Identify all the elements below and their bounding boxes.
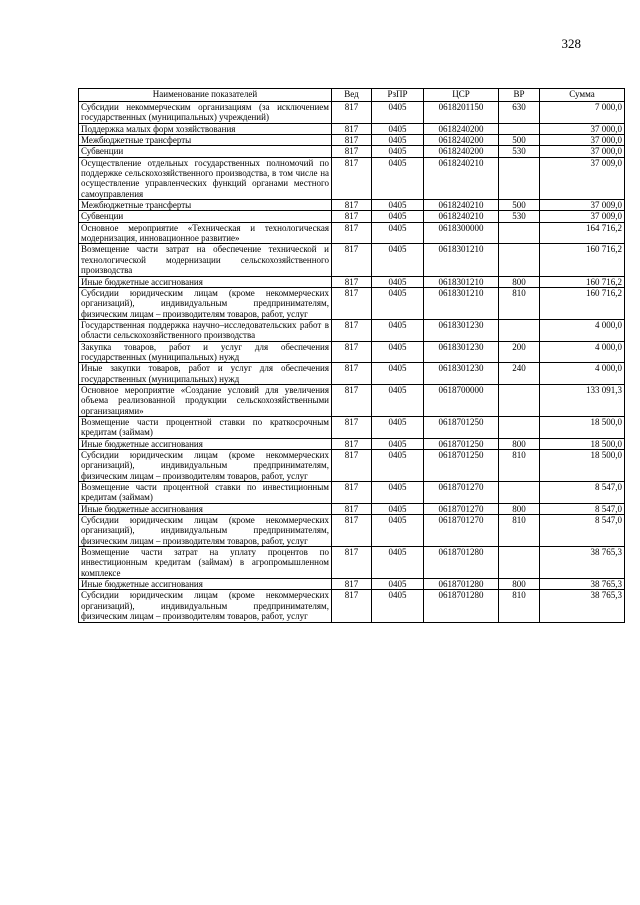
cell-sum: 38 765,3 — [540, 579, 625, 590]
cell-name: Межбюджетные трансферты — [79, 200, 332, 211]
cell-sum: 18 500,0 — [540, 438, 625, 449]
cell-vr: 530 — [499, 146, 540, 157]
header-vr: ВР — [499, 89, 540, 102]
cell-rzpr: 0405 — [372, 222, 424, 244]
cell-vr — [499, 384, 540, 416]
cell-ved: 817 — [332, 276, 372, 287]
cell-csr: 0618701250 — [424, 450, 499, 482]
cell-sum: 18 500,0 — [540, 450, 625, 482]
cell-csr: 0618240210 — [424, 157, 499, 199]
cell-sum: 7 000,0 — [540, 102, 625, 124]
cell-csr: 0618301230 — [424, 319, 499, 341]
cell-ved: 817 — [332, 157, 372, 199]
cell-name: Осуществление отдельных государственных полномочий по поддержке сельскохозяйственного производства, в том числе на осуществление управленческих функций органами местного самоуправления — [79, 157, 332, 199]
cell-vr — [499, 123, 540, 134]
cell-vr: 800 — [499, 579, 540, 590]
cell-ved: 817 — [332, 222, 372, 244]
table-row — [79, 450, 625, 482]
table-row — [79, 135, 625, 146]
cell-ved: 817 — [332, 438, 372, 449]
cell-name: Возмещение части процентной ставки по инвестиционным кредитам (займам) — [79, 482, 332, 504]
table-row — [79, 222, 625, 244]
cell-rzpr: 0405 — [372, 102, 424, 124]
cell-vr: 810 — [499, 450, 540, 482]
cell-name: Основное мероприятие «Создание условий для увеличения объема реализованной продукции сельскохозяйственными организациями» — [79, 384, 332, 416]
cell-sum: 37 009,0 — [540, 211, 625, 222]
cell-vr — [499, 482, 540, 504]
header-name: Наименование показателей — [79, 89, 332, 102]
cell-sum: 4 000,0 — [540, 341, 625, 363]
cell-ved: 817 — [332, 211, 372, 222]
cell-rzpr: 0405 — [372, 515, 424, 547]
cell-rzpr: 0405 — [372, 438, 424, 449]
cell-ved: 817 — [332, 503, 372, 514]
table-header-row — [79, 89, 625, 102]
cell-sum: 37 009,0 — [540, 157, 625, 199]
table-row — [79, 123, 625, 134]
cell-rzpr: 0405 — [372, 287, 424, 319]
cell-sum: 37 000,0 — [540, 123, 625, 134]
cell-vr: 800 — [499, 276, 540, 287]
table-row — [79, 384, 625, 416]
cell-rzpr: 0405 — [372, 211, 424, 222]
cell-vr — [499, 547, 540, 579]
table-row — [79, 503, 625, 514]
cell-ved: 817 — [332, 590, 372, 622]
cell-name: Иные закупки товаров, работ и услуг для обеспечения государственных (муниципальных) нужд — [79, 363, 332, 385]
cell-sum: 37 000,0 — [540, 146, 625, 157]
cell-ved: 817 — [332, 416, 372, 438]
cell-csr: 0618701280 — [424, 579, 499, 590]
cell-name: Субсидии юридическим лицам (кроме некоммерческих организаций), индивидуальным предпринимателям, физическим лицам – производителям товаров, работ, услуг — [79, 287, 332, 319]
table-row — [79, 438, 625, 449]
cell-sum: 8 547,0 — [540, 503, 625, 514]
header-sum: Сумма — [540, 89, 625, 102]
cell-name: Межбюджетные трансферты — [79, 135, 332, 146]
cell-sum: 8 547,0 — [540, 482, 625, 504]
cell-vr: 630 — [499, 102, 540, 124]
cell-csr: 0618701280 — [424, 590, 499, 622]
cell-csr: 0618240200 — [424, 135, 499, 146]
cell-vr: 200 — [499, 341, 540, 363]
table-row — [79, 287, 625, 319]
cell-rzpr: 0405 — [372, 244, 424, 276]
cell-sum: 37 009,0 — [540, 200, 625, 211]
cell-csr: 0618301230 — [424, 363, 499, 385]
budget-table — [78, 88, 625, 623]
cell-name: Субсидии юридическим лицам (кроме некоммерческих организаций), индивидуальным предпринимателям, физическим лицам – производителям товаров, работ, услуг — [79, 515, 332, 547]
cell-ved: 817 — [332, 200, 372, 211]
cell-rzpr: 0405 — [372, 123, 424, 134]
cell-vr: 800 — [499, 503, 540, 514]
header-ved: Вед — [332, 89, 372, 102]
cell-vr: 800 — [499, 438, 540, 449]
cell-rzpr: 0405 — [372, 200, 424, 211]
cell-ved: 817 — [332, 363, 372, 385]
cell-sum: 38 765,3 — [540, 547, 625, 579]
cell-rzpr: 0405 — [372, 579, 424, 590]
cell-vr — [499, 319, 540, 341]
cell-vr: 810 — [499, 515, 540, 547]
cell-ved: 817 — [332, 123, 372, 134]
cell-sum: 160 716,2 — [540, 244, 625, 276]
cell-vr — [499, 222, 540, 244]
cell-vr — [499, 244, 540, 276]
cell-rzpr: 0405 — [372, 319, 424, 341]
header-rzpr: РзПР — [372, 89, 424, 102]
cell-rzpr: 0405 — [372, 450, 424, 482]
cell-rzpr: 0405 — [372, 341, 424, 363]
cell-csr: 0618701270 — [424, 482, 499, 504]
table-row — [79, 416, 625, 438]
cell-sum: 8 547,0 — [540, 515, 625, 547]
cell-sum: 160 716,2 — [540, 287, 625, 319]
header-csr: ЦСР — [424, 89, 499, 102]
cell-name: Иные бюджетные ассигнования — [79, 276, 332, 287]
cell-sum: 4 000,0 — [540, 363, 625, 385]
cell-vr — [499, 157, 540, 199]
cell-vr: 500 — [499, 200, 540, 211]
cell-ved: 817 — [332, 579, 372, 590]
cell-name: Иные бюджетные ассигнования — [79, 503, 332, 514]
cell-sum: 37 000,0 — [540, 135, 625, 146]
page-number: 328 — [561, 36, 581, 51]
cell-csr: 0618301210 — [424, 276, 499, 287]
cell-sum: 160 716,2 — [540, 276, 625, 287]
cell-csr: 0618701250 — [424, 438, 499, 449]
cell-ved: 817 — [332, 384, 372, 416]
cell-sum: 4 000,0 — [540, 319, 625, 341]
cell-csr: 0618701270 — [424, 503, 499, 514]
cell-csr: 0618701250 — [424, 416, 499, 438]
cell-ved: 817 — [332, 450, 372, 482]
cell-rzpr: 0405 — [372, 482, 424, 504]
cell-rzpr: 0405 — [372, 384, 424, 416]
table-row — [79, 157, 625, 199]
cell-rzpr: 0405 — [372, 157, 424, 199]
cell-rzpr: 0405 — [372, 503, 424, 514]
cell-name: Иные бюджетные ассигнования — [79, 579, 332, 590]
table-row — [79, 547, 625, 579]
cell-name: Субсидии юридическим лицам (кроме некоммерческих организаций), индивидуальным предпринимателям, физическим лицам – производителям товаров, работ, услуг — [79, 590, 332, 622]
cell-ved: 817 — [332, 146, 372, 157]
cell-vr: 810 — [499, 287, 540, 319]
table-row — [79, 200, 625, 211]
cell-vr: 240 — [499, 363, 540, 385]
cell-csr: 0618301210 — [424, 287, 499, 319]
cell-ved: 817 — [332, 482, 372, 504]
table-row — [79, 319, 625, 341]
table-row — [79, 276, 625, 287]
cell-name: Закупка товаров, работ и услуг для обеспечения государственных (муниципальных) нужд — [79, 341, 332, 363]
cell-ved: 817 — [332, 287, 372, 319]
cell-csr: 0618240200 — [424, 123, 499, 134]
cell-ved: 817 — [332, 135, 372, 146]
cell-csr: 0618700000 — [424, 384, 499, 416]
cell-sum: 164 716,2 — [540, 222, 625, 244]
table-row — [79, 482, 625, 504]
cell-ved: 817 — [332, 102, 372, 124]
table-row — [79, 579, 625, 590]
cell-name: Возмещение части затрат на уплату процентов по инвестиционным кредитам (займам) в агропромышленном комплексе — [79, 547, 332, 579]
cell-name: Поддержка малых форм хозяйствования — [79, 123, 332, 134]
table-row — [79, 244, 625, 276]
cell-sum: 18 500,0 — [540, 416, 625, 438]
cell-name: Возмещение части процентной ставки по краткосрочным кредитам (займам) — [79, 416, 332, 438]
cell-ved: 817 — [332, 515, 372, 547]
cell-csr: 0618240200 — [424, 146, 499, 157]
cell-ved: 817 — [332, 319, 372, 341]
cell-vr: 500 — [499, 135, 540, 146]
cell-sum: 133 091,3 — [540, 384, 625, 416]
cell-name: Возмещение части затрат на обеспечение технической и технологической модернизации сельскохозяйственного производства — [79, 244, 332, 276]
table-row — [79, 515, 625, 547]
cell-rzpr: 0405 — [372, 135, 424, 146]
cell-vr — [499, 416, 540, 438]
table-body — [79, 102, 625, 623]
cell-name: Субвенции — [79, 211, 332, 222]
cell-sum: 38 765,3 — [540, 590, 625, 622]
cell-csr: 0618701280 — [424, 547, 499, 579]
cell-csr: 0618701270 — [424, 515, 499, 547]
cell-ved: 817 — [332, 244, 372, 276]
cell-csr: 0618240210 — [424, 200, 499, 211]
cell-vr: 530 — [499, 211, 540, 222]
cell-csr: 0618240210 — [424, 211, 499, 222]
table-row — [79, 211, 625, 222]
cell-name: Субсидии некоммерческим организациям (за исключением государственных (муниципальных) учреждений) — [79, 102, 332, 124]
table-row — [79, 590, 625, 622]
cell-rzpr: 0405 — [372, 590, 424, 622]
cell-rzpr: 0405 — [372, 276, 424, 287]
cell-name: Государственная поддержка научно–исследовательских работ в области сельскохозяйственного производства — [79, 319, 332, 341]
table-row — [79, 102, 625, 124]
cell-name: Иные бюджетные ассигнования — [79, 438, 332, 449]
cell-name: Основное мероприятие «Техническая и технологическая модернизация, инновационное развитие» — [79, 222, 332, 244]
cell-vr: 810 — [499, 590, 540, 622]
cell-ved: 817 — [332, 341, 372, 363]
table-row — [79, 363, 625, 385]
cell-rzpr: 0405 — [372, 363, 424, 385]
table-row — [79, 146, 625, 157]
cell-csr: 0618301230 — [424, 341, 499, 363]
cell-rzpr: 0405 — [372, 416, 424, 438]
cell-rzpr: 0405 — [372, 146, 424, 157]
cell-rzpr: 0405 — [372, 547, 424, 579]
cell-name: Субвенции — [79, 146, 332, 157]
cell-ved: 817 — [332, 547, 372, 579]
cell-csr: 0618300000 — [424, 222, 499, 244]
table-row — [79, 341, 625, 363]
cell-csr: 0618301210 — [424, 244, 499, 276]
cell-csr: 0618201150 — [424, 102, 499, 124]
cell-name: Субсидии юридическим лицам (кроме некоммерческих организаций), индивидуальным предпринимателям, физическим лицам – производителям товаров, работ, услуг — [79, 450, 332, 482]
